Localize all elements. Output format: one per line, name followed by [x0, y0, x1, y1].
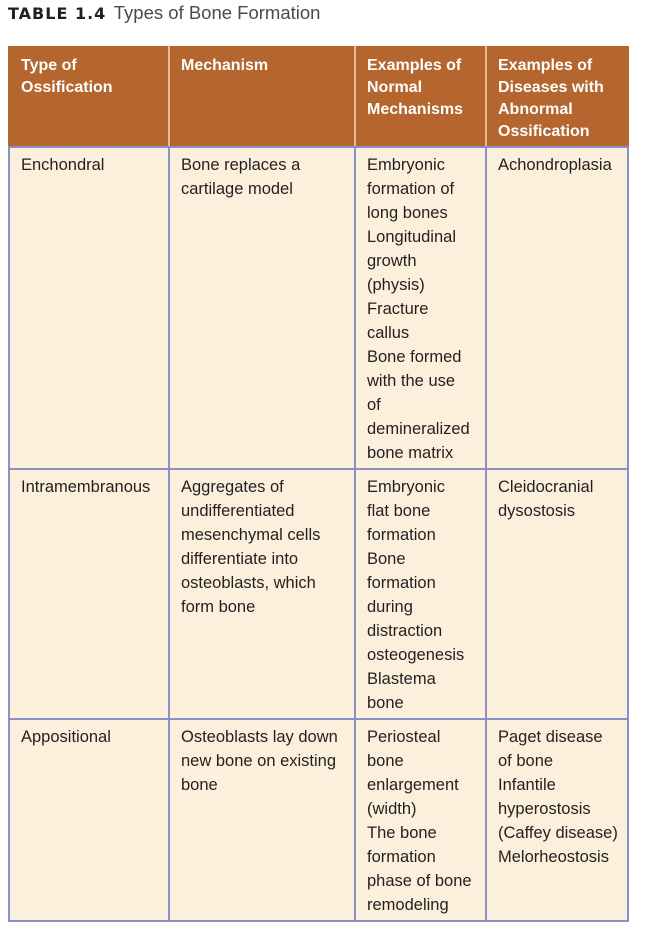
cell-type [9, 719, 169, 921]
cell-line: Cleidocranial [498, 478, 594, 496]
table-caption [8, 2, 320, 24]
cell-line: (Caffey disease) [498, 824, 618, 842]
header-type-of-ossification [9, 47, 169, 147]
cell-normal-mechanisms [355, 469, 486, 719]
cell-line: Enchondral [21, 156, 105, 174]
cell-line: osteogenesis [367, 646, 465, 664]
header-line: Examples of [367, 57, 462, 74]
cell-normal-mechanisms [355, 147, 486, 469]
cell-line: Infantile [498, 776, 556, 794]
header-line: Diseases with [498, 79, 604, 96]
cell-type [9, 147, 169, 469]
cell-line: Osteoblasts lay down [181, 728, 338, 746]
header-mechanism [169, 47, 355, 147]
table-number: TABLE 1.4 [8, 4, 107, 23]
cell-line: Embryonic [367, 478, 445, 496]
cell-line: new bone on existing [181, 752, 337, 770]
cell-normal-mechanisms [355, 719, 486, 921]
header-line: Abnormal [498, 101, 573, 118]
cell-mechanism [169, 719, 355, 921]
cell-line: cartilage model [181, 180, 293, 198]
header-line: Mechanisms [367, 101, 464, 118]
header-line: Ossification [498, 123, 590, 140]
cell-line: Bone replaces a [181, 156, 301, 174]
cell-line: Achondroplasia [498, 156, 612, 174]
table-title: Types of Bone Formation [113, 2, 321, 23]
cell-mechanism [169, 147, 355, 469]
cell-line: formation [367, 526, 436, 544]
cell-line: Fracture [367, 300, 429, 318]
cell-line: enlargement [367, 776, 459, 794]
cell-line: differentiate into [181, 550, 299, 568]
cell-line: distraction [367, 622, 443, 640]
cell-line: bone matrix [367, 444, 454, 462]
cell-line: (width) [367, 800, 417, 818]
cell-line: callus [367, 324, 410, 342]
cell-line: Blastema [367, 670, 436, 688]
cell-line: The bone [367, 824, 437, 842]
cell-line: bone [367, 694, 404, 712]
cell-line: Embryonic [367, 156, 445, 174]
cell-line: with the use [367, 372, 456, 390]
cell-line: form bone [181, 598, 256, 616]
cell-line: Intramembranous [21, 478, 151, 496]
cell-diseases [486, 469, 628, 719]
cell-line: Melorheostosis [498, 848, 609, 866]
bone-formation-table [8, 46, 629, 922]
cell-line: hyperostosis [498, 800, 591, 818]
header-line: Normal [367, 79, 423, 96]
cell-diseases [486, 719, 628, 921]
cell-line: mesenchymal cells [181, 526, 321, 544]
cell-line: during [367, 598, 413, 616]
cell-type [9, 469, 169, 719]
cell-line: demineralized [367, 420, 470, 438]
header-line: Ossification [21, 79, 113, 96]
header-line: Mechanism [181, 57, 269, 74]
cell-line: Aggregates of [181, 478, 284, 496]
cell-diseases [486, 147, 628, 469]
cell-line: long bones [367, 204, 448, 222]
cell-line: (physis) [367, 276, 425, 294]
cell-line: phase of bone [367, 872, 472, 890]
cell-line: Longitudinal [367, 228, 456, 246]
header-line: Examples of [498, 57, 593, 74]
cell-line: Periosteal [367, 728, 441, 746]
table-row [9, 469, 628, 719]
cell-line: bone [367, 752, 404, 770]
cell-line: Appositional [21, 728, 111, 746]
cell-line: growth [367, 252, 417, 270]
cell-line: undifferentiated [181, 502, 295, 520]
table-row [9, 719, 628, 921]
header-abnormal-ossification-diseases [486, 47, 628, 147]
table-row [9, 147, 628, 469]
cell-line: bone [181, 776, 218, 794]
cell-line: osteoblasts, which [181, 574, 316, 592]
cell-line: of bone [498, 752, 554, 770]
cell-line: Paget disease [498, 728, 603, 746]
cell-line: Bone [367, 550, 406, 568]
cell-line: remodeling [367, 896, 449, 914]
cell-line: Bone formed [367, 348, 462, 366]
cell-line: formation [367, 574, 436, 592]
table-header-row [9, 47, 628, 147]
cell-line: flat bone [367, 502, 431, 520]
header-line: Type of [21, 57, 77, 74]
cell-line: formation of [367, 180, 455, 198]
cell-line: of [367, 396, 381, 414]
header-normal-mechanisms [355, 47, 486, 147]
cell-mechanism [169, 469, 355, 719]
cell-line: dysostosis [498, 502, 576, 520]
cell-line: formation [367, 848, 436, 866]
